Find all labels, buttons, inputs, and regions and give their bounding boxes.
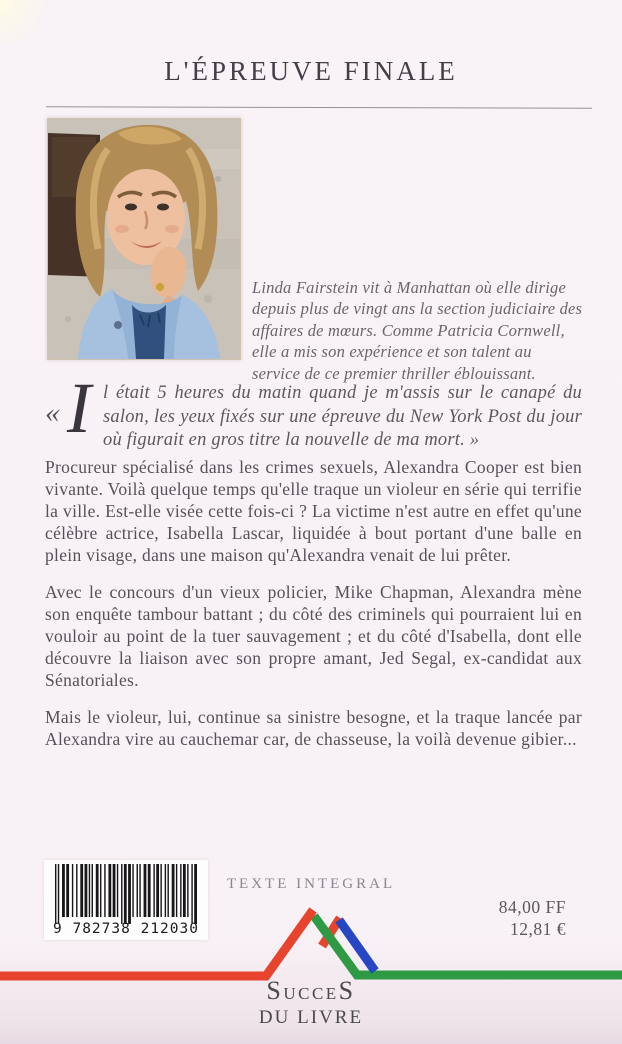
book-title: L'ÉPREUVE FINALE <box>164 56 458 86</box>
edition-note: TEXTE INTEGRAL <box>226 876 396 892</box>
publisher-line2: DU LIVRE <box>258 1007 364 1028</box>
price-euros: 12,81 € <box>510 919 566 939</box>
synopsis-paragraph: Mais le violeur, lui, continue sa sinistre besogne, et la traque lancée par Alexandra vire au cauchemar car, de chasseuse, la voilà devenue gibier... <box>45 707 582 749</box>
opening-quote <box>45 368 582 452</box>
author-portrait-illustration <box>48 119 240 359</box>
title-divider <box>46 106 592 108</box>
publisher-final-s: S <box>338 976 356 1005</box>
quote-text: l était 5 heures du matin quand je m'assis sur le canapé du salon, les yeux fixés sur une épreuve du New York Post du jour où figurait en gros titre la nouvelle de ma mort. » <box>103 383 582 450</box>
guillemet-open: « <box>45 396 60 429</box>
publisher-line1 <box>0 978 622 1007</box>
author-bio: Linda Fairstein vit à Manhattan où elle dirige depuis plus de vingt ans la section judiciaire des affaires de mœurs. Comme Patricia Cornwell, elle a mis son expérience et son talent au service de ce premier thriller éblouissant. <box>252 277 583 383</box>
publisher-initial-s: S <box>266 976 284 1005</box>
publisher-mid: UCCE <box>283 984 339 1003</box>
price-francs: 84,00 FF <box>498 897 566 917</box>
synopsis-paragraph: Procureur spécialisé dans les crimes sexuels, Alexandra Cooper est bien vivante. Voilà quelque temps qu'elle traque un violeur en série qui terrifie la ville. Est-elle visée cette fois-ci ? La victime n'est autre en effet qu'une célèbre actrice, Isabella Lascar, liquidée à bout portant d'une balle en plein visage, dans une maison qu'Alexandra venait de lui prêter. <box>45 457 582 565</box>
publisher-name <box>0 978 622 1029</box>
barcode-digits: 9 782738 212030 <box>53 921 199 937</box>
logo-red-main-line <box>0 910 313 976</box>
drop-cap: I <box>67 368 91 448</box>
synopsis-paragraph: Avec le concours d'un vieux policier, Mike Chapman, Alexandra mène son enquête tambour battant ; du côté des criminels qui pourraient lui en vouloir au point de la tuer sauvagement ; et du côté d'Isabella, dont elle découvre la liaison avec son propre amant, Jed Segal, ex-candidat aux Sénatoriales. <box>45 582 582 690</box>
synopsis <box>45 456 582 765</box>
author-photo <box>47 118 241 360</box>
